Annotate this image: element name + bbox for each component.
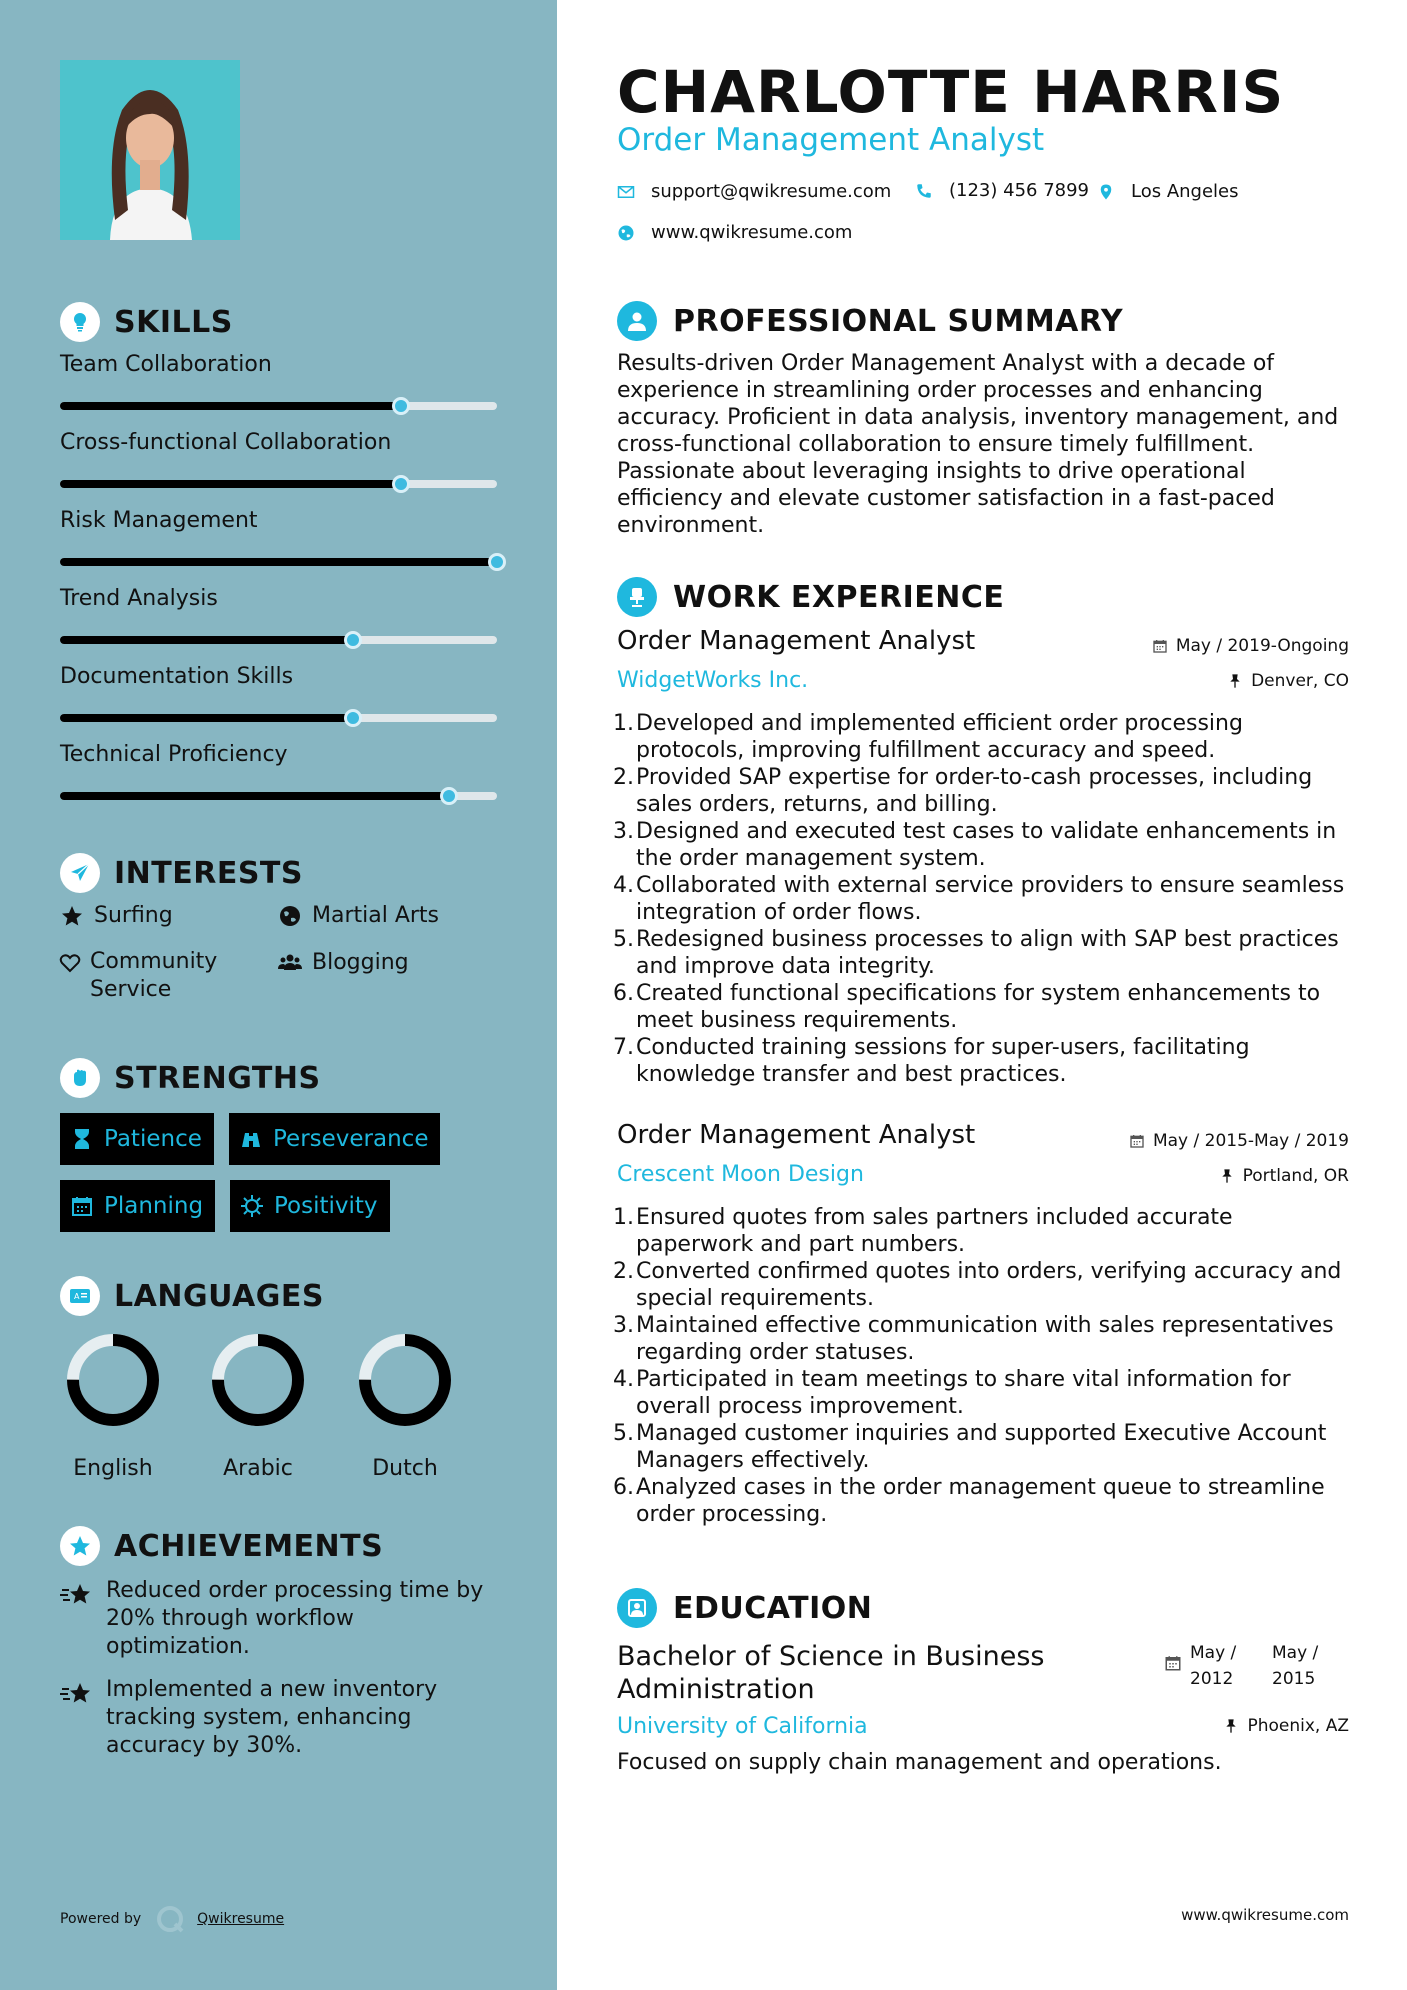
duty-item: 6. Analyzed cases in the order management queue to streamline order processing. [610, 1474, 1350, 1528]
duty-item: 4. Participated in team meetings to share vital information for overall process improvement. [610, 1366, 1350, 1420]
powered-by-label: Powered by [60, 1911, 142, 1927]
job-date [1152, 636, 1349, 656]
skill-knob [344, 631, 362, 649]
education-location [1223, 1716, 1349, 1736]
duty-text: Redesigned business processes to align with SAP best practices and improve data integrity. [636, 927, 1339, 979]
contact-website[interactable] [617, 222, 852, 243]
strength-badge [229, 1113, 440, 1165]
skill-knob [392, 475, 410, 493]
language-item [58, 1330, 168, 1481]
strength-badge [60, 1180, 215, 1232]
language-ring [63, 1330, 163, 1430]
degree-title: Bachelor of Science in Business Administration [617, 1641, 1045, 1705]
location-text: Los Angeles [1131, 181, 1239, 202]
language-item [350, 1330, 460, 1481]
language-label: Arabic [223, 1456, 293, 1481]
heart-icon [58, 951, 82, 977]
duty-text: Participated in team meetings to share vital information for overall process improvement. [636, 1367, 1291, 1419]
duty-text: Developed and implemented efficient order processing protocols, improving fulfillment accuracy and speed. [636, 711, 1243, 763]
skill-item [60, 352, 497, 410]
pushpin-icon [1223, 1718, 1239, 1734]
website-text: www.qwikresume.com [651, 222, 853, 243]
interest-label: Martial Arts [312, 903, 440, 928]
language-item [203, 1330, 313, 1481]
office-chair-icon [617, 577, 657, 617]
job-duties [610, 710, 1350, 1088]
job-location [1219, 1166, 1349, 1186]
skill-bar [60, 558, 497, 566]
skill-bar [60, 402, 497, 410]
skill-knob [440, 787, 458, 805]
shooting-star-icon [60, 1580, 94, 1610]
skill-label: Trend Analysis [60, 586, 218, 611]
skill-label: Team Collaboration [60, 352, 272, 377]
skill-item [60, 742, 497, 800]
globe-icon [617, 224, 635, 242]
language-label: English [73, 1456, 153, 1481]
phone-icon [915, 182, 933, 200]
skill-bar [60, 636, 497, 644]
interest-item [58, 950, 248, 1004]
contact-location [1097, 181, 1239, 202]
email-text: support@qwikresume.com [651, 181, 892, 202]
calendar-icon [1152, 638, 1168, 654]
achievement-text: Implemented a new inventory tracking system, enhancing accuracy by 30%. [106, 1677, 438, 1758]
duty-item: 5. Managed customer inquiries and supported Executive Account Managers effectively. [610, 1420, 1350, 1474]
interests-heading [60, 853, 303, 893]
footer-url[interactable]: www.qwikresume.com [1181, 1906, 1349, 1924]
duty-text: Conducted training sessions for super-users, facilitating knowledge transfer and best practices. [636, 1035, 1250, 1087]
phone-text: (123) 456 7899 [949, 180, 1090, 201]
education-end-date: May / 2015 [1272, 1643, 1319, 1689]
skill-item [60, 664, 497, 722]
languages-title: LANGUAGES [114, 1278, 324, 1314]
skill-item [60, 508, 497, 566]
profile-photo [60, 60, 240, 240]
pushpin-icon [1219, 1168, 1235, 1184]
duty-item: 7. Conducted training sessions for super-users, facilitating knowledge transfer and best practices. [610, 1034, 1350, 1088]
job-date [1129, 1131, 1349, 1151]
duty-item: 4. Collaborated with external service providers to ensure seamless integration of order flows. [610, 872, 1350, 926]
strengths-title: STRENGTHS [114, 1060, 321, 1096]
duty-item: 2. Converted confirmed quotes into orders, verifying accuracy and special requirements. [610, 1258, 1350, 1312]
skill-item [60, 430, 497, 488]
powered-by [60, 1904, 284, 1934]
interest-label: Blogging [312, 950, 409, 975]
contact-phone[interactable] [915, 180, 1089, 201]
duty-text: Converted confirmed quotes into orders, verifying accuracy and special requirements. [636, 1259, 1342, 1311]
education-location-text: Phoenix, AZ [1247, 1716, 1349, 1736]
graduate-icon [617, 1588, 657, 1628]
map-pin-icon [1097, 183, 1115, 201]
strengths-heading [60, 1058, 321, 1098]
binoculars-icon [239, 1127, 263, 1151]
skill-bar [60, 792, 497, 800]
sun-icon [240, 1194, 264, 1218]
language-ring [355, 1330, 455, 1430]
job-title: Order Management Analyst [617, 1120, 976, 1150]
duty-item: 5. Redesigned business processes to align with SAP best practices and improve data integrity. [610, 926, 1350, 980]
job-company: Crescent Moon Design [617, 1162, 864, 1187]
job-duties [610, 1204, 1350, 1528]
interest-item [60, 903, 173, 930]
skill-label: Cross-functional Collaboration [60, 430, 392, 455]
skill-knob [392, 397, 410, 415]
interest-item [278, 950, 409, 977]
interest-label: Surfing [94, 903, 173, 928]
interests-title: INTERESTS [114, 855, 303, 891]
strength-label: Positivity [274, 1193, 378, 1219]
interest-label: Community Service [90, 949, 218, 1002]
achievement-item [60, 1676, 500, 1760]
globe-icon [278, 904, 304, 930]
duty-text: Designed and executed test cases to validate enhancements in the order management system. [636, 819, 1337, 871]
fist-icon [60, 1058, 100, 1098]
job-location-text: Denver, CO [1251, 671, 1349, 691]
skill-label: Technical Proficiency [60, 742, 288, 767]
summary-title: PROFESSIONAL SUMMARY [673, 303, 1124, 339]
hourglass-icon [70, 1127, 94, 1151]
summary-heading [617, 301, 1123, 341]
interest-item [278, 903, 439, 930]
education-description: Focused on supply chain management and operations. [617, 1750, 1222, 1775]
skill-item [60, 586, 497, 644]
skill-bar [60, 714, 497, 722]
duty-item: 1. Ensured quotes from sales partners included accurate paperwork and part numbers. [610, 1204, 1350, 1258]
duty-text: Ensured quotes from sales partners included accurate paperwork and part numbers. [636, 1205, 1233, 1257]
shooting-star-icon [60, 1679, 94, 1709]
job-location-text: Portland, OR [1242, 1166, 1349, 1186]
school-name: University of California [617, 1714, 868, 1739]
skill-bar [60, 480, 497, 488]
achievements-title: ACHIEVEMENTS [114, 1528, 384, 1564]
calendar-icon [70, 1194, 94, 1218]
duty-item: 3. Maintained effective communication with sales representatives regarding order statuses. [610, 1312, 1350, 1366]
strength-label: Patience [104, 1126, 202, 1152]
skill-knob [488, 553, 506, 571]
job-location [1227, 671, 1349, 691]
skill-label: Risk Management [60, 508, 258, 533]
achievement-star-icon [60, 1526, 100, 1566]
language-card-icon [60, 1276, 100, 1316]
calendar-icon [1129, 1133, 1145, 1149]
users-icon [278, 951, 304, 977]
job-company: WidgetWorks Inc. [617, 668, 809, 693]
summary-text: Results-driven Order Management Analyst with a decade of experience in streamlining order processes and enhancing accuracy. Proficient in data analysis, inventory management, and cross-functional collaboration to ensure timely fulfillment. Passionate about leveraging insights to drive operational efficiency and elevate customer satisfaction in a fast-paced environment. [617, 351, 1339, 538]
duty-text: Collaborated with external service providers to ensure seamless integration of order flows. [636, 873, 1345, 925]
language-label: Dutch [372, 1456, 438, 1481]
skills-title: SKILLS [114, 304, 233, 340]
job-date-text: May / 2015-May / 2019 [1152, 1131, 1349, 1151]
candidate-name: CHARLOTTE HARRIS [617, 58, 1285, 126]
duty-text: Managed customer inquiries and supported Executive Account Managers effectively. [636, 1421, 1327, 1473]
strength-label: Planning [104, 1193, 204, 1219]
star-icon [60, 904, 86, 930]
pushpin-icon [1227, 673, 1243, 689]
skill-knob [344, 709, 362, 727]
duty-text: Provided SAP expertise for order-to-cash processes, including sales orders, returns, and billing. [636, 765, 1313, 817]
duty-item: 1. Developed and implemented efficient order processing protocols, improving fulfillment accuracy and speed. [610, 710, 1350, 764]
qwikresume-link[interactable]: Qwikresume [197, 1911, 285, 1927]
sidebar [0, 0, 557, 1990]
achievement-item [60, 1577, 500, 1661]
skill-label: Documentation Skills [60, 664, 294, 689]
duty-text: Analyzed cases in the order management queue to streamline order processing. [636, 1475, 1325, 1527]
contact-email[interactable] [617, 181, 891, 202]
education-heading [617, 1588, 872, 1628]
strength-badge [60, 1113, 214, 1165]
user-icon [617, 301, 657, 341]
strength-label: Perseverance [273, 1126, 429, 1152]
duty-text: Created functional specifications for system enhancements to meet business requirements. [636, 981, 1321, 1033]
experience-heading [617, 577, 1004, 617]
duty-text: Maintained effective communication with sales representatives regarding order statuses. [636, 1313, 1334, 1365]
envelope-icon [617, 183, 635, 201]
candidate-role: Order Management Analyst [617, 122, 1045, 158]
education-start-date: May / 2012 [1190, 1643, 1237, 1689]
duty-item: 3. Designed and executed test cases to validate enhancements in the order management system. [610, 818, 1350, 872]
experience-title: WORK EXPERIENCE [673, 579, 1005, 615]
duty-item: 2. Provided SAP expertise for order-to-cash processes, including sales orders, returns, and billing. [610, 764, 1350, 818]
achievements-heading [60, 1526, 383, 1566]
skills-heading [60, 302, 233, 342]
language-ring [208, 1330, 308, 1430]
education-title: EDUCATION [673, 1590, 873, 1626]
duty-item: 6. Created functional specifications for system enhancements to meet business requirements. [610, 980, 1350, 1034]
qwikresume-logo-icon [155, 1904, 185, 1934]
paper-plane-icon [60, 853, 100, 893]
strength-badge [230, 1180, 390, 1232]
lightbulb-icon [60, 302, 100, 342]
svg-text:A: A [74, 1292, 80, 1301]
achievement-text: Reduced order processing time by 20% through workflow optimization. [106, 1578, 484, 1659]
job-title: Order Management Analyst [617, 626, 976, 656]
languages-heading [60, 1276, 324, 1316]
job-date-text: May / 2019-Ongoing [1175, 636, 1349, 656]
calendar-icon [1164, 1654, 1182, 1672]
